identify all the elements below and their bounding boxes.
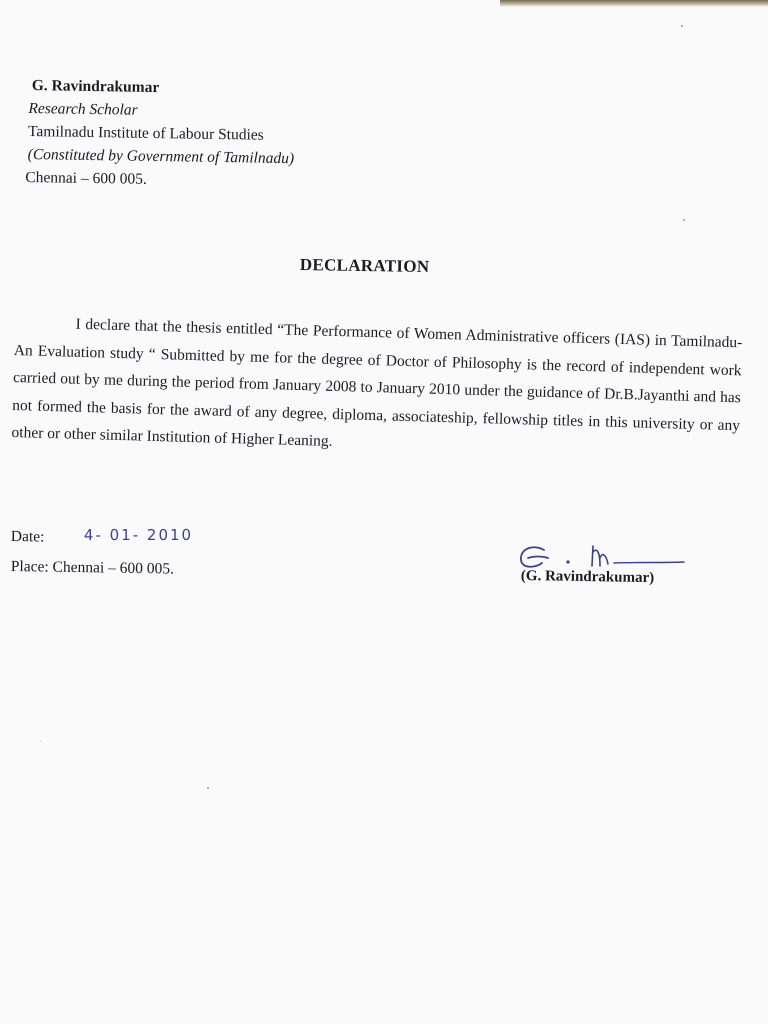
sender-role: Research Scholar	[28, 99, 138, 119]
page-title: DECLARATION	[299, 255, 430, 277]
declaration-body: I declare that the thesis entitled “The Performance of Women Administrative officers (IAS) in Tamilnadu- An Evaluation study “ Submitted by me for the degree of Doctor of Philosophy is the record of independent work carried out by me during the period from January 2008 to January 2010 under the guidance of Dr.B.Jayanthi and has not formed the basis for the award of any degree, diploma, associateship, fellowship titles in this university or any other or other similar Institution of Higher Leaning.	[11, 315, 743, 450]
paper-speck	[40, 741, 41, 742]
paper-speck	[681, 25, 683, 27]
sender-institute: Tamilnadu Institute of Labour Studies	[27, 122, 264, 144]
paper-speck	[207, 787, 209, 789]
sender-constitution: (Constituted by Government of Tamilnadu)	[27, 145, 295, 168]
sender-name: G. Ravindrakumar	[31, 77, 160, 97]
place-row	[11, 558, 174, 579]
signer-name: (G. Ravindrakumar)	[520, 568, 655, 587]
paper-speck	[683, 219, 685, 221]
place-value: Chennai – 600 005.	[52, 558, 175, 578]
date-label: Date:	[10, 528, 45, 546]
place-label: Place:	[10, 558, 49, 576]
date-row	[10, 525, 194, 547]
sender-address: Chennai – 600 005.	[25, 168, 147, 188]
sender-block	[27, 74, 295, 193]
date-value: 4- 01- 2010	[83, 525, 194, 545]
paper-top-edge	[500, 0, 768, 7]
